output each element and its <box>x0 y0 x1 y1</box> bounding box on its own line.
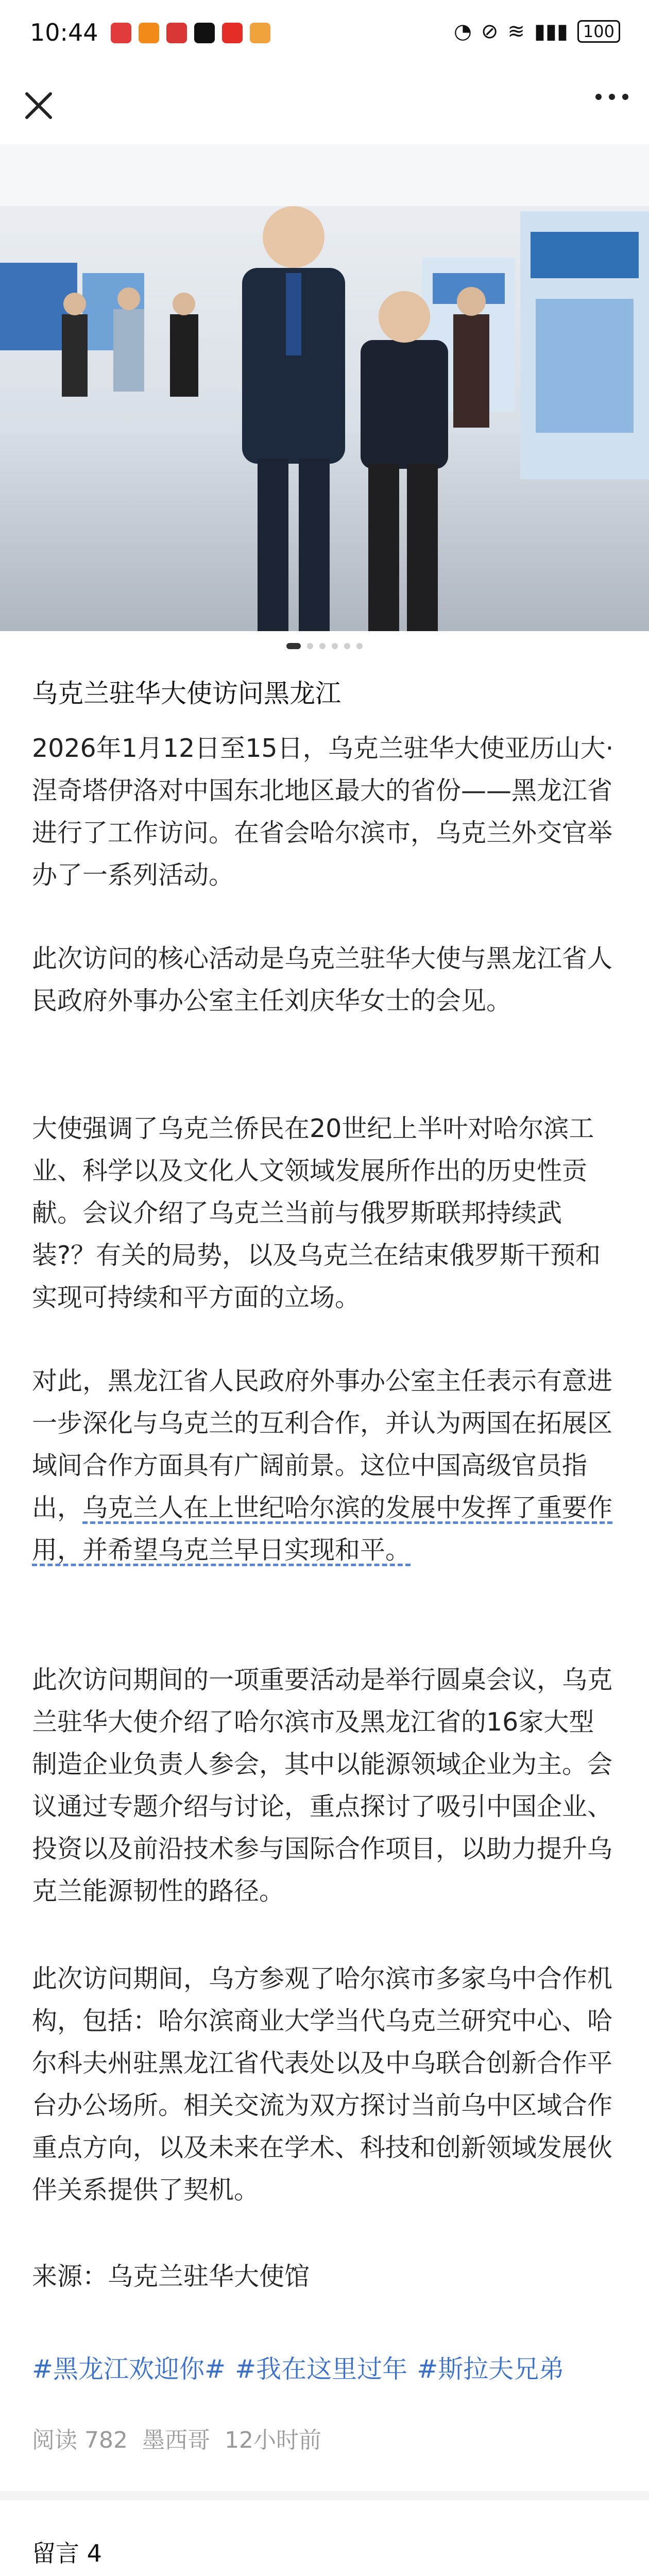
hashtag-link[interactable]: #我在这里过年 <box>235 2354 408 2384</box>
app-icon-red-m <box>166 23 187 43</box>
article-paragraph: 2026年1月12日至15日，乌克兰驻华大使亚历山大·涅奇塔伊洛对中国东北地区最大的省份——黑龙江省进行了工作访问。在省会哈尔滨市，乌克兰外交官举办了一系列活动。 <box>32 734 614 890</box>
app-icon-box <box>250 23 270 43</box>
nfc-icon: ◔ <box>453 20 472 43</box>
notification-icons <box>111 23 270 43</box>
article-source: 来源：乌克兰驻华大使馆 <box>32 2262 310 2291</box>
article-title: 乌克兰驻华大使访问黑龙江 <box>32 679 341 708</box>
hashtag-link[interactable]: #斯拉夫兄弟 <box>417 2354 565 2384</box>
mute-icon: ⊘ <box>481 20 499 43</box>
article-paragraph <box>32 1360 619 1571</box>
comment-count: 留言 4 <box>32 2539 102 2567</box>
carousel-indicator <box>0 643 649 649</box>
read-count: 阅读 782 <box>32 2427 128 2453</box>
author-ref[interactable]: 墨西哥 <box>142 2427 210 2453</box>
wifi-icon: ≋ <box>507 20 525 43</box>
hashtag-link[interactable]: #黑龙江欢迎你# <box>32 2354 226 2384</box>
tiktok-icon <box>194 23 215 43</box>
publish-time: 12小时前 <box>224 2427 321 2453</box>
highlighted-sentence[interactable]: 乌克兰人在上世纪哈尔滨的发展中发挥了重要作用，并希望乌克兰早日实现和平。 <box>32 1493 613 1565</box>
top-nav <box>0 67 649 144</box>
article-paragraph: 大使强调了乌克兰侨民在20世纪上半叶对哈尔滨工业、科学以及文化人文领域发展所作出的历史性贡献。会议介绍了乌克兰当前与俄罗斯联邦持续武装?？有关的局势，以及乌克兰在结束俄罗斯干预和实现可持续和平方面的立场。 <box>32 1114 601 1312</box>
hero-image[interactable] <box>0 144 649 631</box>
app-icon-orange <box>139 23 159 43</box>
status-bar <box>0 0 649 67</box>
youtube-icon <box>222 23 243 43</box>
more-icon[interactable] <box>595 94 628 100</box>
article-paragraph: 此次访问期间，乌方参观了哈尔滨市多家乌中合作机构，包括：哈尔滨商业大学当代乌克兰研究中心、哈尔科夫州驻黑龙江省代表处以及中乌联合创新合作平台办公场所。相关交流为双方探讨当前乌中区域合作重点方向，以及未来在学术、科技和创新领域发展伙伴关系提供了契机。 <box>32 1964 613 2205</box>
status-time: 10:44 <box>30 19 98 46</box>
close-icon[interactable] <box>15 82 62 129</box>
section-divider <box>0 2491 649 2500</box>
article-meta <box>32 2421 321 2454</box>
system-status <box>454 20 620 43</box>
paragraph-text: 对此，黑龙江省人民政府外事办公室主任表示有意进一步深化与乌克兰的互利合作，并认为两国在拓展区域间合作方面具有广阔前景。这位中国高级官员指出， <box>32 1366 613 1522</box>
signal-icon: ▮▮▮ <box>534 20 568 43</box>
battery-icon: 100 <box>577 20 620 43</box>
app-icon-red <box>111 23 131 43</box>
article-paragraph: 此次访问的核心活动是乌克兰驻华大使与黑龙江省人民政府外事办公室主任刘庆华女士的会见。 <box>32 944 613 1015</box>
hashtag-list <box>32 2349 564 2385</box>
article-paragraph: 此次访问期间的一项重要活动是举行圆桌会议，乌克兰驻华大使介绍了哈尔滨市及黑龙江省的16家大型制造企业负责人参会，其中以能源领域企业为主。会议通过专题介绍与讨论，重点探讨了吸引中国企业、投资以及前沿技术参与国际合作项目，以助力提升乌克兰能源韧性的路径。 <box>32 1665 613 1906</box>
